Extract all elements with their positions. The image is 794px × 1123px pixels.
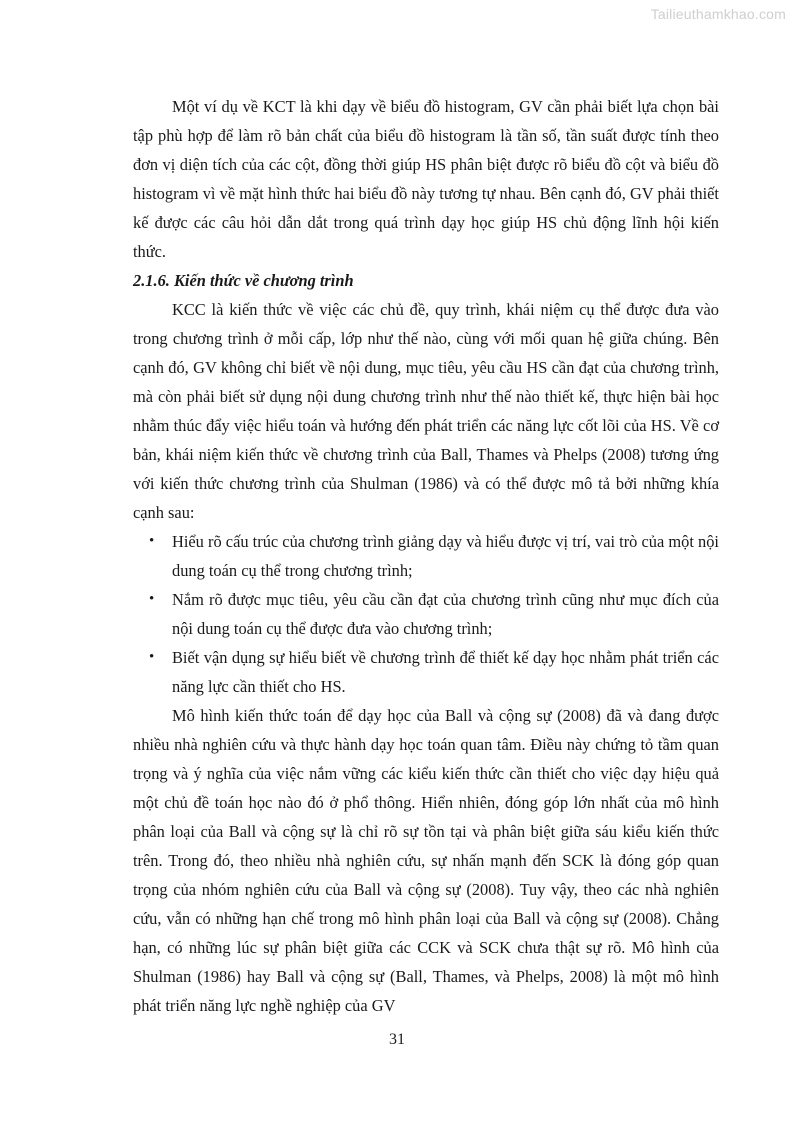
list-item [133, 643, 719, 701]
paragraph-model: Mô hình kiến thức toán để dạy học của Ball và cộng sự (2008) đã và đang được nhiều nhà nghiên cứu và thực hành dạy học toán quan tâm. Điều này chứng tỏ tầm quan trọng và ý nghĩa của việc nắm vững các kiểu kiến thức cần thiết cho việc dạy hiệu quả một chủ đề toán học nào đó ở phổ thông. Hiển nhiên, đóng góp lớn nhất của mô hình phân loại của Ball và cộng sự là chỉ rõ sự tồn tại và phân biệt giữa sáu kiểu kiến thức trên. Trong đó, theo nhiều nhà nghiên cứu, sự nhấn mạnh đến SCK là đóng góp quan trọng của nhóm nghiên cứu của Ball và cộng sự (2008). Tuy vậy, theo các nhà nghiên cứu, vẫn có những hạn chế trong mô hình phân loại của Ball và cộng sự (2008). Chẳng hạn, có những lúc sự phân biệt giữa các CCK và SCK chưa thật sự rõ. Mô hình của Shulman (1986) hay Ball và cộng sự (Ball, Thames, và Phelps, 2008) là một mô hình phát triển năng lực nghề nghiệp của GV [133, 706, 719, 1015]
bullet-list [133, 527, 719, 701]
paragraph-kcc: KCC là kiến thức về việc các chủ đề, quy trình, khái niệm cụ thể được đưa vào trong chương trình ở mỗi cấp, lớp như thế nào, cùng với mối quan hệ giữa chúng. Bên cạnh đó, GV không chỉ biết về nội dung, mục tiêu, yêu cầu HS cần đạt của chương trình, mà còn phải biết sử dụng nội dung chương trình như thế nào thiết kế, thực hiện bài học nhằm thúc đẩy việc hiểu toán và hướng đến phát triển các năng lực cốt lõi của HS. Về cơ bản, khái niệm kiến thức về chương trình của Ball, Thames và Phelps (2008) tương ứng với kiến thức chương trình của Shulman (1986) và có thể được mô tả bởi những khía cạnh sau: [133, 300, 719, 522]
list-item-text: Biết vận dụng sự hiểu biết về chương trình để thiết kế dạy học nhằm phát triển các năng lực cần thiết cho HS. [172, 648, 719, 696]
bullet-icon: • [149, 649, 155, 665]
page-body [133, 92, 719, 1020]
bullet-icon: • [149, 591, 155, 607]
list-item-text: Nắm rõ được mục tiêu, yêu cầu cần đạt của chương trình cũng như mục đích của nội dung toán cụ thể được đưa vào chương trình; [172, 590, 719, 638]
page-number: 31 [389, 1031, 405, 1048]
list-item [133, 527, 719, 585]
list-item-text: Hiểu rõ cấu trúc của chương trình giảng dạy và hiểu được vị trí, vai trò của một nội dung toán cụ thể trong chương trình; [172, 532, 719, 580]
section-heading: 2.1.6. Kiến thức về chương trình [133, 271, 354, 290]
paragraph-kct-example: Một ví dụ về KCT là khi dạy về biểu đồ histogram, GV cần phải biết lựa chọn bài tập phù hợp để làm rõ bản chất của biểu đồ histogram là tần số, tần suất được tính theo đơn vị diện tích của các cột, đồng thời giúp HS phân biệt được rõ biểu đồ cột và biểu đồ histogram vì về mặt hình thức hai biểu đồ này tương tự nhau. Bên cạnh đó, GV phải thiết kế được các câu hỏi dẫn dắt trong quá trình dạy học giúp HS chủ động lĩnh hội kiến thức. [133, 97, 719, 261]
list-item [133, 585, 719, 643]
watermark: Tailieuthamkhao.com [650, 6, 786, 22]
bullet-icon: • [149, 533, 155, 549]
